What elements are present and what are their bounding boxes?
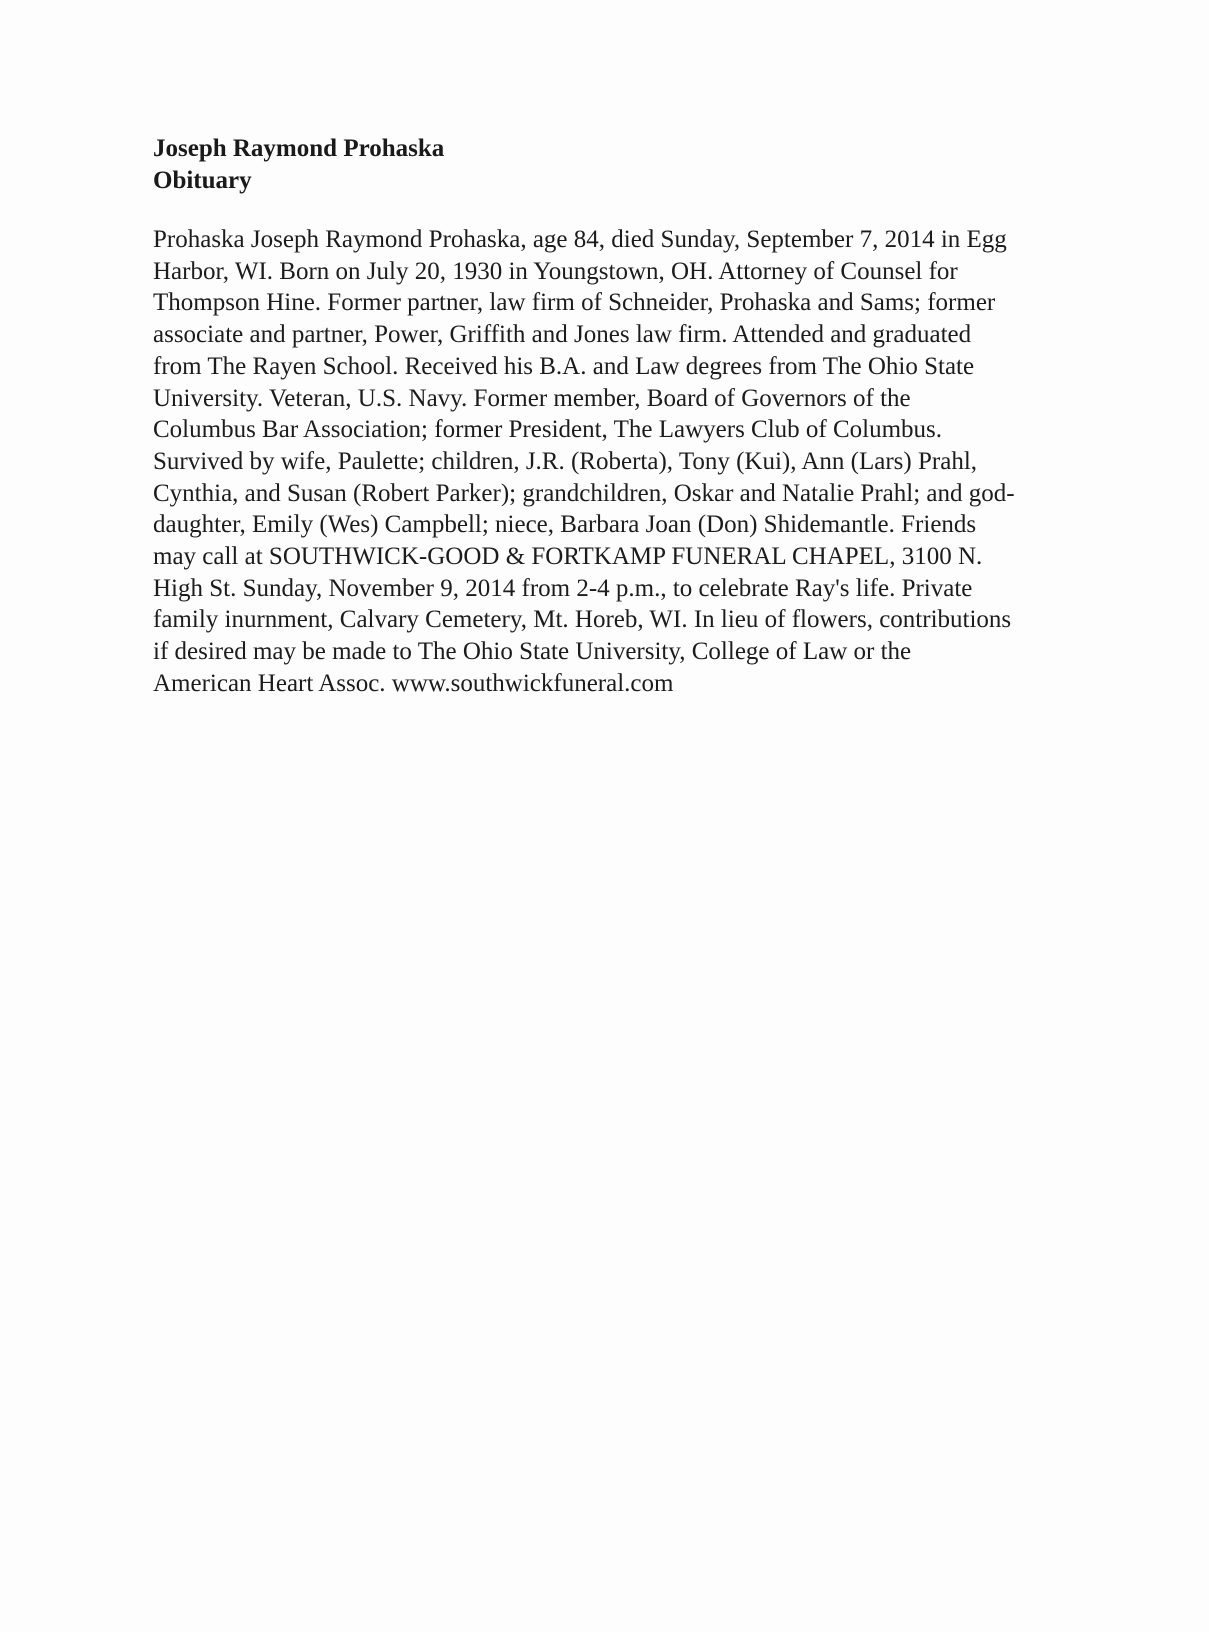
obituary-line: daughter, Emily (Wes) Campbell; niece, Barbara Joan (Don) Shidemantle. Friends <box>153 511 977 539</box>
obituary-header <box>153 133 444 197</box>
obituary-line: High St. Sunday, November 9, 2014 from 2-4 p.m., to celebrate Ray's life. Private <box>153 574 973 602</box>
obituary-line: family inurnment, Calvary Cemetery, Mt. Horeb, WI. In lieu of flowers, contributions <box>153 606 1012 634</box>
obituary-body <box>153 224 1015 700</box>
obituary-line: Prohaska Joseph Raymond Prohaska, age 84, died Sunday, September 7, 2014 in Egg <box>153 226 1007 253</box>
obituary-line: if desired may be made to The Ohio State University, College of Law or the <box>153 638 912 666</box>
obituary-line: Columbus Bar Association; former President, The Lawyers Club of Columbus. <box>153 416 943 444</box>
obituary-line: American Heart Assoc. www.southwickfuneral.com <box>153 669 674 697</box>
obituary-line: Thompson Hine. Former partner, law firm of Schneider, Prohaska and Sams; former <box>153 289 996 317</box>
obituary-line: University. Veteran, U.S. Navy. Former member, Board of Governors of the <box>153 384 911 412</box>
deceased-name: Joseph Raymond Prohaska <box>153 135 445 162</box>
document-title: Obituary <box>153 167 252 194</box>
obituary-line: from The Rayen School. Received his B.A. and Law degrees from The Ohio State <box>153 352 975 380</box>
obituary-line: Harbor, WI. Born on July 20, 1930 in Youngstown, OH. Attorney of Counsel for <box>153 257 958 285</box>
obituary-line: Cynthia, and Susan (Robert Parker); grandchildren, Oskar and Natalie Prahl; and god- <box>153 479 1015 507</box>
obituary-line: associate and partner, Power, Griffith and Jones law firm. Attended and graduated <box>153 321 972 349</box>
obituary-line: Survived by wife, Paulette; children, J.R. (Roberta), Tony (Kui), Ann (Lars) Prahl, <box>153 447 978 475</box>
obituary-line: may call at SOUTHWICK-GOOD & FORTKAMP FUNERAL CHAPEL, 3100 N. <box>153 543 983 571</box>
